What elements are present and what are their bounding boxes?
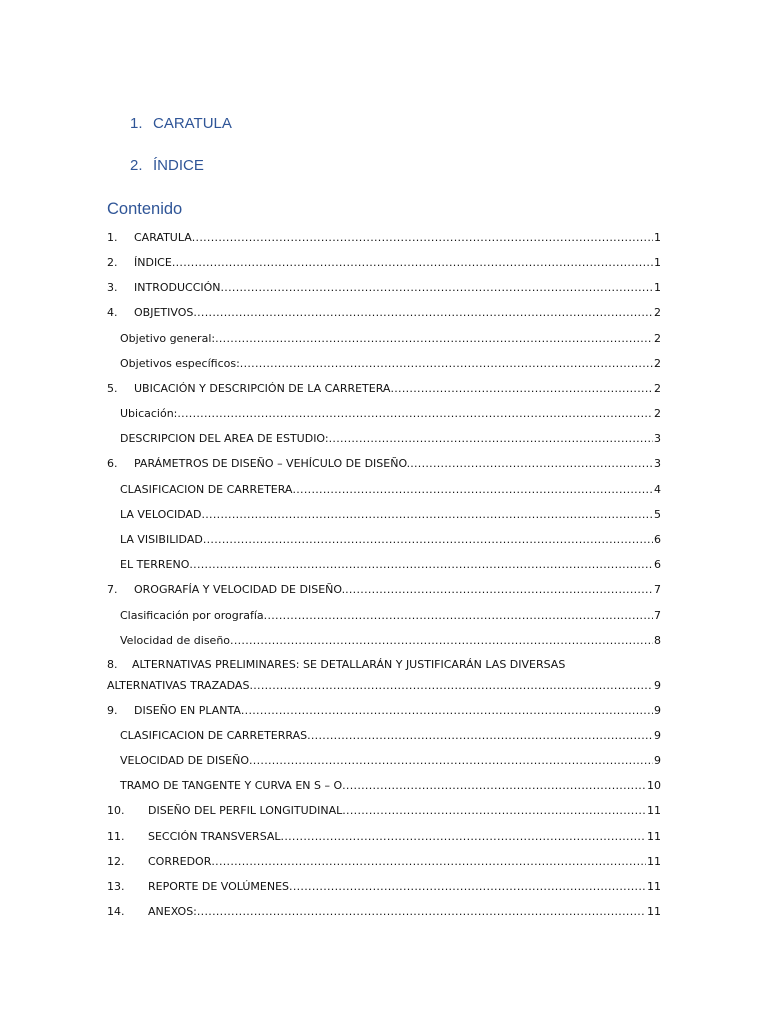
- toc-entry-label: CLASIFICACION DE CARRETERA: [120, 483, 293, 496]
- toc-leader-dots: [230, 633, 653, 649]
- toc-leader-dots: [177, 406, 653, 422]
- toc-leader-dots: [345, 582, 653, 598]
- toc-entry[interactable]: [107, 230, 661, 246]
- toc-leader-dots: [410, 456, 653, 472]
- toc-leader-dots: [292, 482, 653, 498]
- toc-subentry[interactable]: [107, 482, 661, 498]
- toc-entry-page: 2: [654, 407, 661, 420]
- toc-entry-label: LA VISIBILIDAD: [120, 533, 203, 546]
- toc-entry-page: 11: [647, 830, 661, 843]
- toc-entry-label: DESCRIPCION DEL AREA DE ESTUDIO:: [120, 432, 329, 445]
- section-heading-text: ÍNDICE: [153, 157, 204, 174]
- toc-subentry[interactable]: [107, 431, 661, 447]
- toc-entry-page: 7: [654, 583, 661, 596]
- toc-entry-page: 9: [654, 704, 661, 717]
- toc-entry-page: 2: [654, 306, 661, 319]
- toc-entry-label: OBJETIVOS: [134, 306, 194, 319]
- toc-subentry[interactable]: [107, 507, 661, 523]
- toc-entry-page: 8: [654, 634, 661, 647]
- toc-entry-page: 3: [654, 457, 661, 470]
- toc-leader-dots: [197, 904, 646, 920]
- toc-entry-label: CORREDOR: [148, 855, 212, 868]
- toc-entry-page: 5: [654, 508, 661, 521]
- toc-entry[interactable]: [107, 582, 661, 598]
- toc-subentry[interactable]: [107, 557, 661, 573]
- toc-entry-page: 9: [654, 729, 661, 742]
- toc-entry-page: 11: [647, 905, 661, 918]
- toc-leader-dots: [289, 879, 646, 895]
- toc-entry-label: VELOCIDAD DE DISEÑO: [120, 754, 250, 767]
- toc-leader-dots: [329, 431, 653, 447]
- toc-subentry[interactable]: [107, 633, 661, 649]
- toc-entry-number: 4.: [107, 306, 118, 319]
- toc-entry-number: 3.: [107, 281, 118, 294]
- toc-entry-label: PARÁMETROS DE DISEÑO – VEHÍCULO DE DISEÑO.: [134, 457, 411, 470]
- toc-entry[interactable]: [107, 854, 661, 870]
- toc-entry-page: 2: [654, 332, 661, 345]
- toc-entry-label: ÍNDICE: [134, 256, 172, 269]
- toc-entry-label: CARATULA: [134, 231, 192, 244]
- toc-entry-label: OROGRAFÍA Y VELOCIDAD DE DISEÑO.: [134, 583, 346, 596]
- toc-entry-label: DISEÑO EN PLANTA: [134, 704, 241, 717]
- toc-entry-label: SECCIÓN TRANSVERSAL: [148, 830, 281, 843]
- toc-leader-dots: [193, 305, 653, 321]
- toc-entry-page: 2: [654, 382, 661, 395]
- toc-entry-page: 3: [654, 432, 661, 445]
- toc-entry[interactable]: [107, 456, 661, 472]
- toc-entry-page: 11: [647, 855, 661, 868]
- toc-entry-page: 1: [654, 231, 661, 244]
- toc-entry-page: 9: [654, 679, 661, 692]
- toc-entry[interactable]: [107, 829, 661, 845]
- toc-entry-number: 12.: [107, 855, 125, 868]
- toc-entry[interactable]: [107, 879, 661, 895]
- toc-entry[interactable]: [107, 381, 661, 397]
- toc-entry-label: REPORTE DE VOLÚMENES: [148, 880, 290, 893]
- toc-leader-dots: [342, 778, 646, 794]
- toc-title: Contenido: [107, 200, 183, 218]
- toc-subentry[interactable]: [107, 532, 661, 548]
- toc-entry-number: 2.: [107, 256, 118, 269]
- toc-entry[interactable]: [107, 280, 661, 296]
- toc-leader-dots: [203, 532, 653, 548]
- toc-leader-dots: [172, 255, 653, 271]
- toc-entry-number: 14.: [107, 905, 125, 918]
- toc-entry-number: 8.: [107, 658, 118, 671]
- toc-entry-label: INTRODUCCIÓN: [134, 281, 221, 294]
- toc-entry[interactable]: [107, 703, 661, 719]
- toc-entry-number: 9.: [107, 704, 118, 717]
- toc-entry[interactable]: [107, 305, 661, 321]
- toc-entry-number: 11.: [107, 830, 125, 843]
- section-heading-number: 2.: [130, 157, 143, 174]
- toc-entry-label: TRAMO DE TANGENTE Y CURVA EN S – O: [120, 779, 343, 792]
- toc-leader-dots: [241, 703, 653, 719]
- toc-leader-dots: [192, 230, 653, 246]
- toc-subentry[interactable]: [107, 331, 661, 347]
- toc-leader-dots: [189, 557, 653, 573]
- toc-entry-label: LA VELOCIDAD: [120, 508, 202, 521]
- toc-entry-number: 10.: [107, 804, 125, 817]
- toc-leader-dots: [240, 356, 653, 372]
- toc-subentry[interactable]: [107, 728, 661, 744]
- section-heading-caratula: [130, 115, 232, 132]
- toc-entry-page: 10: [647, 779, 661, 792]
- toc-entry-number: 13.: [107, 880, 125, 893]
- toc-entry-page: 6: [654, 533, 661, 546]
- toc-entry-label-continued: ALTERNATIVAS TRAZADAS: [107, 679, 250, 692]
- toc-entry-number: 5.: [107, 382, 118, 395]
- toc-subentry[interactable]: [107, 608, 661, 624]
- toc-entry-label: ANEXOS:: [148, 905, 197, 918]
- toc-entry-label: Clasificación por orografía: [120, 609, 264, 622]
- toc-leader-dots: [201, 507, 653, 523]
- toc-entry-label: ALTERNATIVAS PRELIMINARES: SE DETALLARÁN Y JUSTIFICARÁN LAS DIVERSAS: [132, 658, 566, 671]
- toc-entry-label: Velocidad de diseño: [120, 634, 231, 647]
- toc-entry-page: 9: [654, 754, 661, 767]
- toc-entry-number: 7.: [107, 583, 118, 596]
- toc-entry-label: EL TERRENO: [120, 558, 190, 571]
- toc-leader-dots: [211, 854, 646, 870]
- toc-leader-dots: [249, 753, 653, 769]
- toc-entry-number: 1.: [107, 231, 118, 244]
- toc-subentry[interactable]: [107, 753, 661, 769]
- toc-entry-label: Objetivo general:: [120, 332, 216, 345]
- toc-entry-page: 6: [654, 558, 661, 571]
- toc-entry-label: Objetivos específicos:: [120, 357, 240, 370]
- toc-subentry[interactable]: [107, 406, 661, 422]
- toc-leader-dots: [221, 280, 653, 296]
- toc-entry-multiline[interactable]: [107, 657, 661, 694]
- toc-subentry[interactable]: [107, 778, 661, 794]
- toc-leader-dots: [264, 608, 653, 624]
- toc-entry[interactable]: [107, 803, 661, 819]
- toc-subentry[interactable]: [107, 356, 661, 372]
- toc-entry-number: 6.: [107, 457, 118, 470]
- toc-leader-dots: [215, 331, 653, 347]
- toc-leader-dots: [249, 678, 653, 694]
- toc-entry-page: 11: [647, 880, 661, 893]
- toc-entry-page: 1: [654, 281, 661, 294]
- toc-entry-page: 1: [654, 256, 661, 269]
- toc-leader-dots: [342, 803, 646, 819]
- toc-leader-dots: [307, 728, 653, 744]
- toc-entry-label: DISEÑO DEL PERFIL LONGITUDINAL: [148, 804, 343, 817]
- toc-entry-label: Ubicación:: [120, 407, 178, 420]
- toc-entry-label: CLASIFICACION DE CARRETERRAS: [120, 729, 308, 742]
- section-heading-text: CARATULA: [153, 115, 232, 132]
- section-heading-indice: [130, 157, 204, 174]
- toc-leader-dots: [390, 381, 653, 397]
- toc-entry-page: 4: [654, 483, 661, 496]
- toc-entry[interactable]: [107, 904, 661, 920]
- toc-entry-label: UBICACIÓN Y DESCRIPCIÓN DE LA CARRETERA: [134, 382, 391, 395]
- toc-leader-dots: [281, 829, 646, 845]
- toc-entry[interactable]: [107, 255, 661, 271]
- toc-entry-page: 2: [654, 357, 661, 370]
- toc-entry-page: 11: [647, 804, 661, 817]
- section-heading-number: 1.: [130, 115, 143, 132]
- toc-entry-page: 7: [654, 609, 661, 622]
